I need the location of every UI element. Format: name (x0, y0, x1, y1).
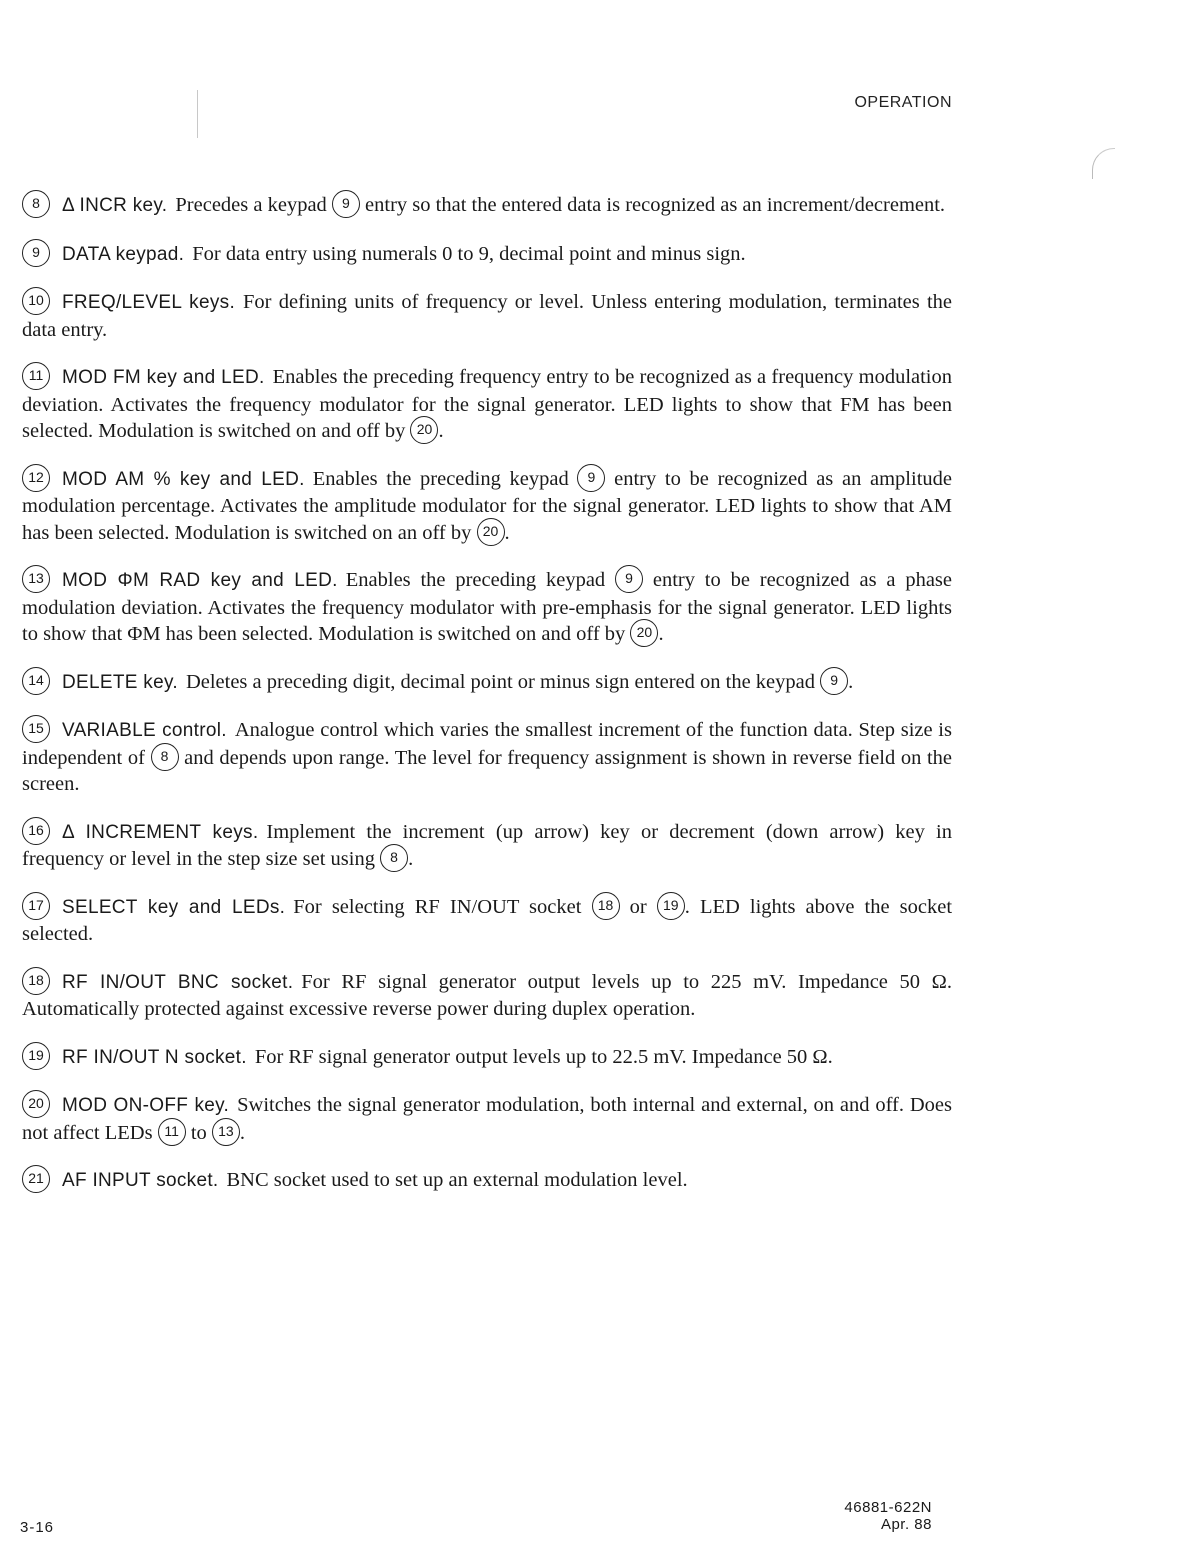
entry-description-text: Enables the preceding keypad (312, 467, 578, 490)
item-reference-badge: 20 (630, 619, 658, 647)
entry-description-text: For data entry using numerals 0 to 9, decimal point and minus sign. (192, 242, 746, 265)
entry-description-text: entry so that the entered data is recognized as an increment/decrement. (359, 194, 946, 216)
entry-description-text: Deletes a preceding digit, decimal point or minus sign entered on the keypad (185, 670, 821, 693)
page-section-header: OPERATION (854, 94, 952, 111)
entry-description-text: For defining units of frequency or level. Unless entering modulation, terminates the data entry. (22, 291, 953, 341)
entry-title: FREQ/LEVEL keys. (62, 292, 236, 313)
page-number: 3-16 (20, 1519, 55, 1536)
entry-number-badge: 13 (22, 565, 50, 593)
entry-item (22, 819, 952, 873)
entry-title: DELETE key. (62, 671, 178, 693)
binding-mark (197, 90, 198, 138)
entry-number-badge: 8 (22, 190, 50, 218)
entry-item (22, 289, 952, 343)
entry-item (22, 894, 952, 948)
entry-description-text: For RF signal generator output levels up to 225 mV. Impedance 50 Ω. Automatically protected against excessive reverse power during duplex operation. (22, 970, 952, 1020)
entry-item (22, 567, 952, 648)
entry-title: DATA keypad. (62, 243, 185, 265)
entry-item (22, 241, 952, 269)
entry-number-badge: 10 (22, 287, 50, 315)
entry-description-text: Precedes a keypad (175, 194, 332, 216)
item-reference-badge: 9 (577, 464, 605, 492)
entry-title: MOD ON-OFF key. (62, 1095, 230, 1116)
entry-description-text: Analogue control which varies the smallest increment of the function data. Step size is independent of (22, 719, 952, 769)
entry-item (22, 669, 952, 697)
entry-number-badge: 16 (22, 817, 50, 845)
entry-description-text: For RF signal generator output levels up to 22.5 mV. Impedance 50 Ω. (254, 1045, 833, 1068)
entry-item (22, 466, 952, 547)
document-reference (800, 1499, 932, 1533)
entry-title: RF IN/OUT N socket. (62, 1046, 247, 1068)
item-reference-badge: 9 (615, 565, 643, 593)
item-reference-badge: 9 (332, 190, 360, 218)
entry-description-text: . (438, 420, 444, 442)
entry-number-badge: 14 (22, 667, 50, 695)
entry-title: MOD ΦM RAD key and LED. (62, 570, 338, 591)
entry-description-text: . LED lights above the socket selected. (22, 895, 953, 945)
entry-description-text: . (504, 521, 510, 544)
corner-mark (1092, 148, 1115, 179)
entry-description-text: For selecting RF IN/OUT socket (293, 895, 592, 918)
entry-description-text: to (185, 1121, 212, 1144)
entry-title: VARIABLE control. (62, 720, 227, 741)
entry-item (22, 717, 952, 798)
entry-description-text: . (848, 670, 854, 693)
entry-description-text: . (239, 1121, 246, 1144)
item-reference-badge: 9 (820, 667, 848, 695)
item-reference-badge: 18 (592, 892, 620, 920)
entry-title: SELECT key and LEDs. (62, 896, 286, 918)
entry-title: RF IN/OUT BNC socket. (62, 971, 294, 993)
entry-title: MOD AM % key and LED. (62, 468, 305, 490)
entry-description-text: and depends upon range. The level for frequency assignment is shown in reverse field on the screen. (22, 746, 953, 795)
document-number: 46881-622N (844, 1499, 932, 1516)
item-reference-badge: 19 (657, 892, 685, 920)
item-reference-badge: 8 (151, 743, 179, 771)
entry-number-badge: 18 (22, 967, 50, 995)
entry-description-text: . (408, 848, 414, 870)
item-reference-badge: 20 (410, 416, 438, 444)
entry-title: Δ INCREMENT keys. (62, 821, 259, 843)
entry-number-badge: 15 (22, 715, 50, 743)
item-reference-badge: 13 (212, 1118, 240, 1146)
entry-description-text: entry to be recognized as a phase modulation deviation. Activates the frequency modulator with pre-emphasis for the signal generator. LED lights to show that ΦM has been selected. Modulation is switched on and off by (22, 569, 952, 645)
entry-description-text: entry to be recognized as an amplitude modulation percentage. Activates the amplitude modulator for the signal generator. LED lights to show that AM has been selected. Modulation is switched on an off by (22, 467, 952, 544)
item-reference-badge: 8 (380, 844, 408, 872)
entry-item (22, 364, 952, 445)
entry-item (22, 1044, 952, 1072)
entry-description-text: . (658, 623, 664, 645)
entry-item (22, 1167, 952, 1195)
entry-description-text: Enables the preceding keypad (345, 569, 616, 591)
entry-number-badge: 21 (22, 1165, 50, 1193)
item-reference-badge: 11 (158, 1118, 186, 1146)
entry-number-badge: 19 (22, 1042, 50, 1070)
entry-number-badge: 12 (22, 464, 50, 492)
entry-description-text: Implement the increment (up arrow) key or decrement (down arrow) key in frequency or level in the step size set using (22, 820, 952, 870)
entry-item (22, 192, 952, 220)
item-reference-badge: 20 (477, 518, 505, 546)
entry-description-text: or (619, 895, 657, 918)
entry-title: AF INPUT socket. (62, 1170, 219, 1191)
document-date: Apr. 88 (880, 1516, 932, 1533)
entry-number-badge: 9 (22, 239, 50, 267)
entry-number-badge: 11 (22, 362, 50, 390)
entry-item (22, 969, 952, 1023)
entry-number-badge: 17 (22, 892, 50, 920)
entry-number-badge: 20 (22, 1090, 50, 1118)
entry-description-text: BNC socket used to set up an external modulation level. (226, 1169, 688, 1191)
entry-description-text: Switches the signal generator modulation, both internal and external, on and off. Does not affect LEDs (22, 1094, 953, 1144)
entry-description-text: Enables the preceding frequency entry to be recognized as a frequency modulation deviation. Activates the frequency modulator for the signal generator. LED lights to show that FM has been selected. Modulation is switched on and off by (22, 366, 953, 442)
entry-list (22, 192, 952, 1216)
entry-title: MOD FM key and LED. (62, 367, 265, 388)
entry-title: Δ INCR key. (62, 195, 168, 216)
entry-item (22, 1092, 952, 1146)
